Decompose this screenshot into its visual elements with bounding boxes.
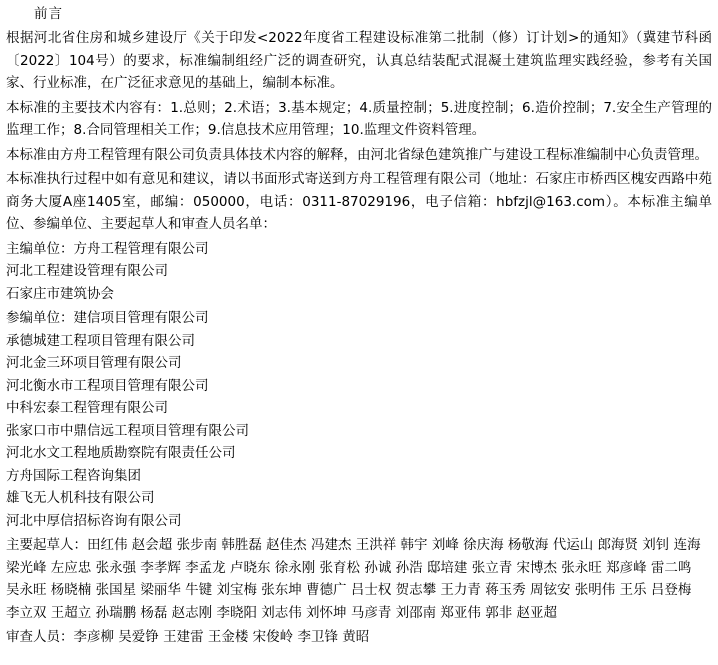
list-item: 河北金三环项目管理有限公司 (6, 355, 182, 371)
paragraph-contents: 本标准的主要技术内容有：1.总则；2.术语；3.基本规定；4.质量控制；5.进度控制；6.造价控制；7.安全生产管理的监理工作；8.合同管理相关工作；9.信息技术应用管理；10.监理文件资料管理。 (6, 99, 712, 138)
list-item: 承德城建工程项目管理有限公司 (6, 332, 195, 349)
list-item: 主编单位：方舟工程管理有限公司 (6, 240, 209, 257)
drafters-line: 梁光峰 左应忠 张永强 李孝辉 李孟龙 卢晓东 徐永刚 张育松 孙诚 孙浩 邸培建 张立青 宋博杰 张永旺 郑彦峰 雷二鸣 (6, 559, 692, 576)
list-item: 河北衡水市工程项目管理有限公司 (6, 377, 209, 394)
list-item: 方舟国际工程咨询集团 (6, 467, 141, 484)
paragraph-scope: 根据河北省住房和城乡建设厅《关于印发<2022年度省工程建设标准第二批制（修）订计划>的通知》（冀建节科函〔2022〕104号）的要求，标准编制组经广泛的调查研究，认真总结装配式混凝土建筑监理实践经验，参考有关国家、行业标准，在广泛征求意见的基础上，编制本标准。 (6, 30, 712, 91)
list-item: 中科宏泰工程管理有限公司 (6, 400, 168, 416)
drafters-line: 吴永旺 杨晓楠 张国星 梁丽华 牛键 刘宝梅 张东坤 曹德广 吕士权 贺志攀 王力青 蒋玉秀 周铉安 张明伟 王乐 吕登梅 (6, 582, 692, 598)
list-item: 河北中厚信招标咨询有限公司 (6, 512, 182, 529)
paragraph-contact: 本标准执行过程中如有意见和建议，请以书面形式寄送到方舟工程管理有限公司（地址：石家庄市桥西区槐安西路中苑商务大厦A座1405室，邮编：050000，电话：0311-87029196，电子信箱：hbfzjl@163.com）。本标准主编单位、参编单位、主要起草人和审查人员名单： (6, 171, 712, 232)
list-item: 河北工程建设管理有限公司 (6, 263, 168, 279)
drafters-line: 李立双 王超立 孙瑞鹏 杨磊 赵志刚 李晓阳 刘志伟 刘怀坤 马彦青 刘邵南 郑亚伟 郭非 赵亚超 (6, 604, 557, 621)
participating-units-section (6, 307, 712, 532)
page-title: 前言 (34, 6, 63, 22)
list-item: 石家庄市建筑协会 (6, 285, 114, 302)
list-item: 河北水文工程地质勘察院有限责任公司 (6, 445, 236, 461)
reviewers-section (6, 626, 712, 649)
list-item: 雄飞无人机科技有限公司 (6, 490, 155, 506)
list-item: 张家口市中鼎信远工程项目管理有限公司 (6, 422, 249, 439)
list-item: 参编单位：建信项目管理有限公司 (6, 310, 209, 326)
paragraph-interpretation: 本标准由方舟工程管理有限公司负责具体技术内容的解释，由河北省绿色建筑推广与建设工程标准编制中心负责管理。 (6, 146, 708, 163)
chief-editor-section (6, 238, 712, 306)
drafters-line: 主要起草人：田红伟 赵会超 张步南 韩胜磊 赵佳杰 冯建杰 王洪祥 韩宇 刘峰 徐庆海 杨敬海 代运山 郎海贤 刘钊 连海 (6, 537, 701, 553)
drafters-section (6, 534, 712, 624)
reviewers-line: 审查人员：李彦柳 吴爱铮 王建雷 王金楼 宋俊岭 李卫锋 黄昭 (6, 629, 370, 645)
